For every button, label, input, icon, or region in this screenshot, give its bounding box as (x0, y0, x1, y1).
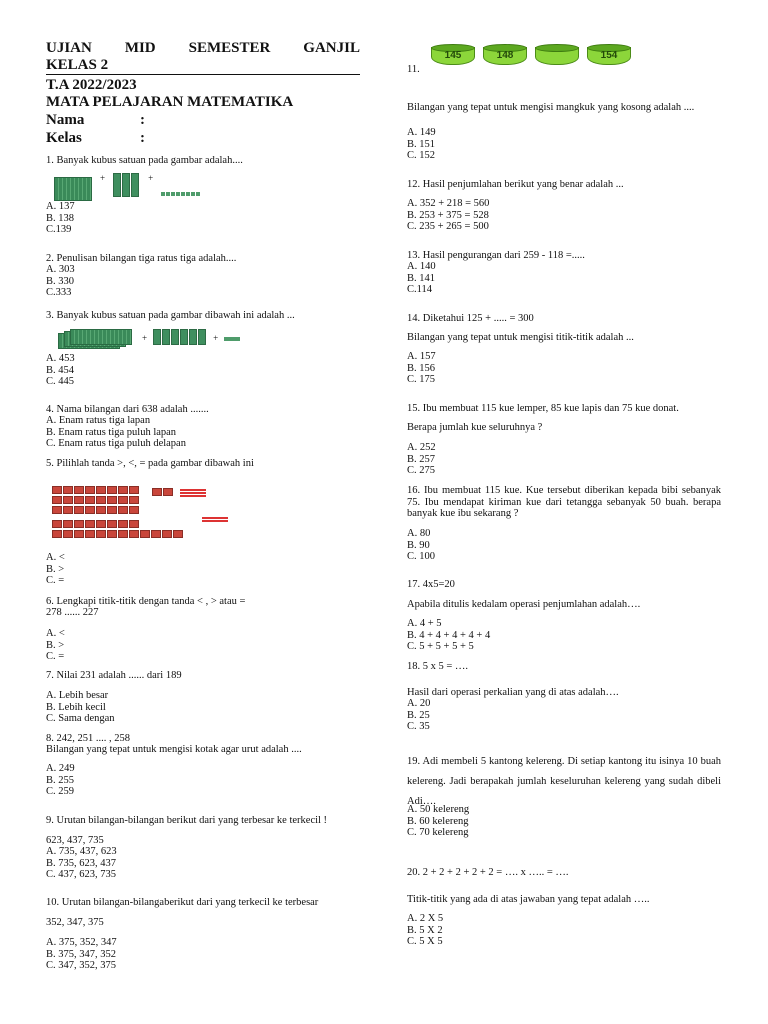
bowl-2 (483, 44, 527, 66)
question-10-text: 10. Urutan bilangan-bilangaberikut dari yang terkecil ke terbesar (46, 897, 319, 908)
option-b[interactable]: B. 257 (407, 453, 436, 465)
unit-cubes (224, 337, 240, 341)
option-c[interactable]: C.333 (46, 287, 72, 298)
academic-year: T.A 2022/2023 (46, 77, 137, 93)
question-9-options (46, 846, 117, 881)
option-b[interactable]: B. 90 (407, 539, 430, 551)
option-a[interactable]: A. 352 + 218 = 560 (407, 198, 490, 209)
question-20-text: 20. 2 + 2 + 2 + 2 + 2 = …. x ….. = …. (407, 867, 569, 878)
question-10-options (46, 937, 117, 972)
option-c[interactable]: C. 437, 623, 735 (46, 869, 117, 880)
option-c[interactable]: C. = (46, 651, 65, 662)
question-5-text: 5. Pilihlah tanda >, <, = pada gambar dibawah ini (46, 458, 254, 469)
question-16-options (407, 528, 435, 563)
unit-bars-2 (202, 516, 228, 523)
bowl-number: 148 (496, 50, 514, 61)
option-c[interactable]: C. 235 + 265 = 500 (407, 221, 489, 232)
option-a[interactable]: A. 137 (46, 201, 75, 212)
brick-group-1 (52, 486, 139, 514)
option-b[interactable]: B. 156 (407, 362, 436, 374)
option-a[interactable]: A. 249 (46, 763, 75, 774)
question-8-text2: Bilangan yang tepat untuk mengisi kotak agar urut adalah .... (46, 744, 302, 755)
brick-group-2 (52, 520, 183, 538)
question-4-options (46, 415, 186, 450)
option-c[interactable]: C. 5 X 5 (407, 936, 443, 947)
option-c[interactable]: C. 70 kelereng (407, 827, 469, 838)
option-c[interactable]: C. 347, 352, 375 (46, 960, 117, 971)
header-rule (46, 74, 360, 75)
name-colon: : (140, 112, 145, 128)
class-title: KELAS 2 (46, 57, 109, 73)
question-2-text: 2. Penulisan bilangan tiga ratus tiga adalah.... (46, 253, 237, 264)
option-c[interactable]: C. 35 (407, 721, 430, 732)
question-11-text: Bilangan yang tepat untuk mengisi mangkuk yang kosong adalah .... (407, 102, 695, 113)
option-a[interactable]: A. < (46, 628, 65, 639)
question-20-text2: Titik-titik yang ada di atas jawaban yang tepat adalah ….. (407, 894, 650, 905)
option-a[interactable]: A. 80 (407, 528, 431, 539)
plus-sign: + (100, 173, 106, 183)
question-3-text: 3. Banyak kubus satuan pada gambar dibawah ini adalah ... (46, 310, 295, 321)
question-6-expression: 278 ...... 227 (46, 607, 99, 618)
option-a[interactable]: A. 4 + 5 (407, 618, 442, 629)
option-c[interactable]: C. 275 (407, 465, 436, 476)
option-b[interactable]: B. 138 (46, 212, 75, 224)
ten-rods (113, 173, 140, 201)
option-c[interactable]: C. = (46, 575, 65, 586)
question-15-text2: Berapa jumlah kue seluruhnya ? (407, 422, 543, 433)
option-c[interactable]: C.139 (46, 224, 72, 235)
option-c[interactable]: C. 175 (407, 374, 436, 385)
option-b[interactable]: B. > (46, 563, 65, 575)
question-2-options (46, 264, 75, 299)
class-label: Kelas (46, 130, 82, 146)
question-7-text: 7. Nilai 231 adalah ...... dari 189 (46, 670, 182, 681)
question-12-options (407, 198, 489, 233)
option-a[interactable]: A. 50 kelereng (407, 804, 470, 815)
option-a[interactable]: A. 252 (407, 442, 436, 453)
title-word: GANJIL (303, 40, 360, 56)
question-11-number: 11. (407, 64, 420, 75)
option-a[interactable]: A. 20 (407, 698, 431, 709)
hundred-flats-stack (58, 329, 136, 349)
option-a[interactable]: A. < (46, 552, 65, 563)
question-6-text: 6. Lengkapi titik-titik dengan tanda < , > atau = (46, 596, 246, 607)
question-11-options (407, 127, 436, 162)
option-b[interactable]: B. 255 (46, 774, 75, 786)
question-6-options (46, 628, 65, 663)
question-7-options (46, 690, 115, 725)
plus-sign: + (142, 333, 148, 344)
option-b[interactable]: B. 330 (46, 275, 75, 287)
bowl-number: 154 (600, 50, 618, 61)
option-b[interactable]: B. 5 X 2 (407, 924, 443, 936)
ten-rods (153, 329, 207, 349)
unit-cubes (161, 189, 173, 201)
question-1-text: 1. Banyak kubus satuan pada gambar adalah.... (46, 155, 243, 166)
option-b[interactable]: B. 60 kelereng (407, 815, 469, 827)
question-9-text: 9. Urutan bilangan-bilangan berikut dari yang terbesar ke terkecil ! (46, 815, 328, 826)
question-3-blocks (58, 329, 240, 349)
option-b[interactable]: B. 141 (407, 272, 436, 284)
option-c[interactable]: C. 445 (46, 376, 75, 387)
title-word: SEMESTER (188, 40, 271, 56)
option-a[interactable]: A. Lebih besar (46, 690, 109, 701)
option-a[interactable]: A. Enam ratus tiga lapan (46, 415, 151, 426)
plus-sign: + (148, 173, 154, 183)
option-b[interactable]: B. 454 (46, 364, 75, 376)
question-13-options (407, 261, 436, 296)
question-5-picture (52, 486, 252, 550)
option-b[interactable]: B. 375, 347, 352 (46, 948, 117, 960)
title-word: MID (124, 40, 156, 56)
question-3-options (46, 353, 75, 388)
title-word: UJIAN (46, 40, 92, 56)
exam-title-line1 (46, 40, 360, 57)
question-5-options (46, 552, 65, 587)
question-14-options (407, 351, 436, 386)
subject-title: MATA PELAJARAN MATEMATIKA (46, 94, 294, 110)
question-19-options (407, 804, 469, 839)
option-b[interactable]: B. 25 (407, 709, 430, 721)
question-10-numbers: 352, 347, 375 (46, 917, 104, 928)
question-1-blocks (54, 173, 173, 201)
question-17-text: 17. 4x5=20 (407, 579, 455, 590)
plus-sign: + (213, 333, 219, 344)
question-17-text2: Apabila ditulis kedalam operasi penjumlahan adalah…. (407, 599, 641, 610)
question-19-text: 19. Adi membeli 5 kantong kelereng. Di setiap kantong itu isinya 10 buah kelereng. Jadi berapakah jumlah keseluruhan kelereng yang sudah dibeli Adi…. (407, 756, 721, 807)
hundred-flat (54, 177, 92, 201)
question-4-text: 4. Nama bilangan dari 638 adalah ....... (46, 404, 209, 415)
option-c[interactable]: C. 152 (407, 150, 436, 161)
option-c[interactable]: C. Enam ratus tiga puluh delapan (46, 438, 186, 449)
question-9-numbers: 623, 437, 735 (46, 835, 104, 846)
option-b[interactable]: B. 4 + 4 + 4 + 4 + 4 (407, 629, 491, 641)
option-a[interactable]: A. 2 X 5 (407, 913, 444, 924)
option-b[interactable]: B. Lebih kecil (46, 701, 106, 713)
bowl-3-empty (535, 44, 579, 66)
question-15-options (407, 442, 436, 477)
brick-tens-1 (152, 488, 173, 496)
question-14-text2: Bilangan yang tepat untuk mengisi titik-titik adalah ... (407, 332, 634, 343)
question-12-text: 12. Hasil penjumlahan berikut yang benar adalah ... (407, 179, 624, 190)
question-18-text2: Hasil dari operasi perkalian yang di atas adalah…. (407, 687, 619, 698)
question-15-text: 15. Ibu membuat 115 kue lemper, 85 kue lapis dan 75 kue donat. (407, 403, 679, 414)
name-label: Nama (46, 112, 85, 128)
unit-bars-1 (180, 488, 206, 498)
option-b[interactable]: B. 253 + 375 = 528 (407, 209, 489, 221)
bowl-4 (587, 44, 631, 66)
option-a[interactable]: A. 303 (46, 264, 75, 275)
option-c[interactable]: C. Sama dengan (46, 713, 115, 724)
option-a[interactable]: A. 157 (407, 351, 436, 362)
question-17-options (407, 618, 490, 653)
option-b[interactable]: B. > (46, 639, 65, 651)
option-a[interactable]: A. 453 (46, 353, 75, 364)
question-14-text: 14. Diketahui 125 + ..... = 300 (407, 313, 534, 324)
option-c[interactable]: C. 5 + 5 + 5 + 5 (407, 641, 474, 652)
option-c[interactable]: C. 259 (46, 786, 75, 797)
question-13-text: 13. Hasil pengurangan dari 259 - 118 =..... (407, 250, 585, 261)
option-b[interactable]: B. 735, 623, 437 (46, 857, 117, 869)
question-16-text: 16. Ibu membuat 115 kue. Kue tersebut diberikan kepada bibi sebanyak 75. Ibu mendapat kiriman kue dari tetangga sebanyak 50 buah. berapa banyak kue ibu sekarang ? (407, 485, 721, 519)
option-a[interactable]: A. 140 (407, 261, 436, 272)
option-a[interactable]: A. 149 (407, 127, 436, 138)
option-a[interactable]: A. 735, 437, 623 (46, 846, 117, 857)
question-1-options (46, 201, 75, 236)
bowl-number: 145 (444, 50, 462, 61)
option-c[interactable]: C.114 (407, 284, 432, 295)
bowl-1 (431, 44, 475, 66)
question-18-text: 18. 5 x 5 = …. (407, 661, 469, 672)
option-c[interactable]: C. 100 (407, 551, 436, 562)
question-8-text: 8. 242, 251 .... , 258 (46, 733, 130, 744)
option-a[interactable]: A. 375, 352, 347 (46, 937, 117, 948)
option-b[interactable]: B. 151 (407, 138, 436, 150)
question-8-options (46, 763, 75, 798)
class-colon: : (140, 130, 145, 146)
question-18-options (407, 698, 430, 733)
option-b[interactable]: B. Enam ratus tiga puluh lapan (46, 426, 177, 438)
question-20-options (407, 913, 443, 948)
